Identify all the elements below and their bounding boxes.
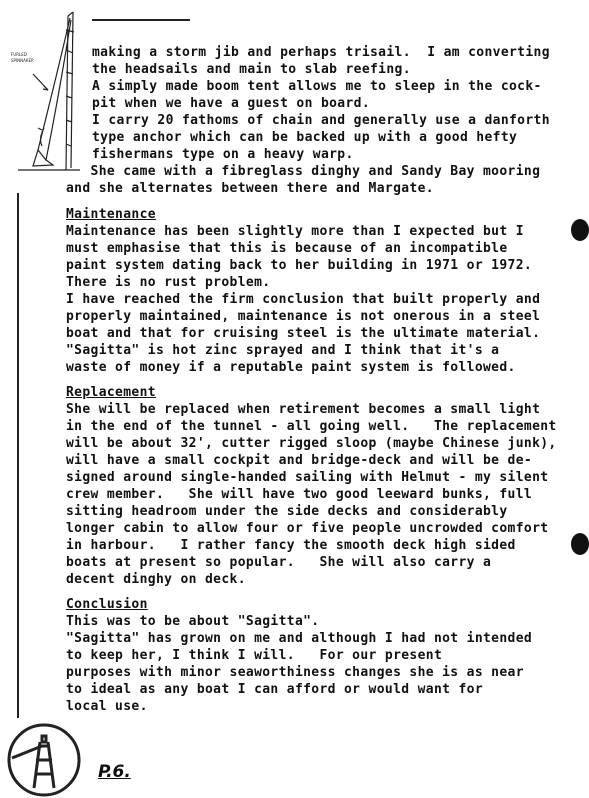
text-line: waste of money if a reputable paint system is followed. (66, 360, 516, 375)
text-line: the headsails and main to slab reefing. (92, 62, 411, 77)
text-line: decent dinghy on deck. (66, 572, 246, 587)
text-line: This was to be about "Sagitta". (66, 614, 320, 629)
text-line: type anchor which can be backed up with a good hefty (92, 130, 518, 145)
punch-hole-bottom (571, 533, 589, 555)
text-line: to keep her, I think I will. For our present (66, 648, 443, 663)
text-line: in the end of the tunnel - all going well. The replacement (66, 419, 557, 434)
margin-rule (17, 193, 19, 718)
text-line: I carry 20 fathoms of chain and generally use a danforth (92, 113, 550, 128)
section-heading: Maintenance (66, 207, 156, 222)
lighthouse-logo (2, 716, 84, 798)
text-line: making a storm jib and perhaps trisail. I am converting (92, 45, 550, 60)
section-heading: Replacement (66, 385, 156, 400)
text-line: and she alternates between there and Margate. (66, 181, 434, 196)
text-line: local use. (66, 699, 148, 714)
text-line: boat and that for cruising steel is the ultimate material. (66, 326, 541, 341)
text-line: A simply made boom tent allows me to sleep in the cock- (92, 79, 542, 94)
text-line: will have a small cockpit and bridge-deck and will be de- (66, 453, 533, 468)
top-rule (92, 19, 190, 21)
text-line: pit when we have a guest on board. (92, 96, 371, 111)
text-line: "Sagitta" is hot zinc sprayed and I think that it's a (66, 343, 500, 358)
text-line: must emphasise that this is because of an incompatible (66, 241, 508, 256)
text-line: properly maintained, maintenance is not onerous in a steel (66, 309, 541, 324)
furled-spinnaker-sketch (8, 10, 88, 175)
text-line: She will be replaced when retirement becomes a small light (66, 402, 541, 417)
section-heading: Conclusion (66, 597, 148, 612)
text-line: She came with a fibreglass dinghy and Sandy Bay mooring (66, 164, 541, 179)
sketch-label-line1: FURLED (11, 52, 27, 57)
page-number: P.6. (98, 762, 131, 782)
text-line: longer cabin to allow four or five people uncrowded comfort (66, 521, 549, 536)
text-line: boats at present so popular. She will also carry a (66, 555, 492, 570)
text-line: signed around single-handed sailing with Helmut - my silent (66, 470, 549, 485)
text-line: paint system dating back to her building in 1971 or 1972. (66, 258, 533, 273)
text-line: to ideal as any boat I can afford or would want for (66, 682, 484, 697)
punch-hole-top (571, 219, 589, 241)
text-line: sitting headroom under the side decks and considerably (66, 504, 508, 519)
text-line: in harbour. I rather fancy the smooth deck high sided (66, 538, 516, 553)
text-line: crew member. She will have two good leeward bunks, full (66, 487, 533, 502)
text-line: Maintenance has been slightly more than I expected but I (66, 224, 524, 239)
text-line: will be about 32', cutter rigged sloop (maybe Chinese junk), (66, 436, 557, 451)
text-line: purposes with minor seaworthiness changes she is as near (66, 665, 524, 680)
sketch-label-line2: SPINNAKER (11, 58, 34, 63)
text-line: I have reached the firm conclusion that built properly and (66, 292, 541, 307)
text-line: There is no rust problem. (66, 275, 271, 290)
text-line: fishermans type on a heavy warp. (92, 147, 354, 162)
text-line: "Sagitta" has grown on me and although I had not intended (66, 631, 533, 646)
